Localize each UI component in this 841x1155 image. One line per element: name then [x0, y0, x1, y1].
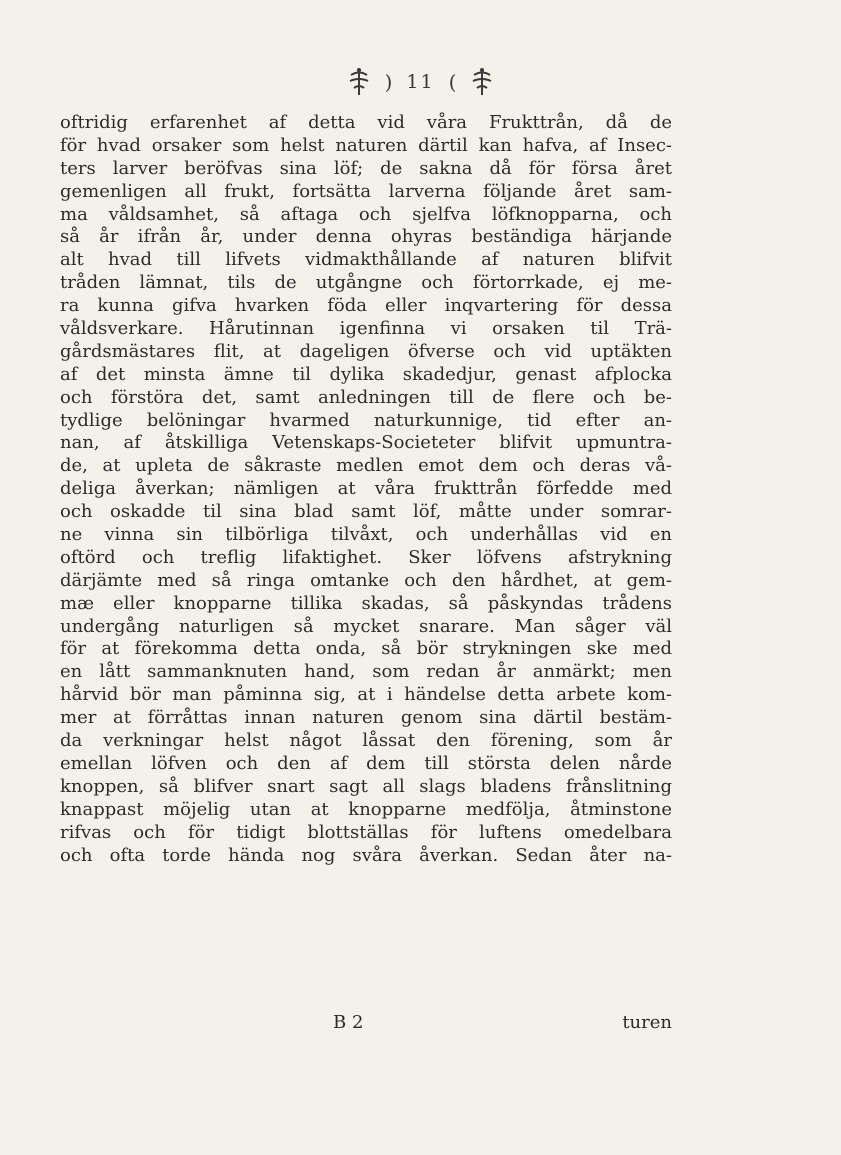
text-line: för hvad orsaker som helst naturen därtil kan hafva, af Insec- [60, 134, 672, 156]
text-line: en lått sammanknuten hand, som redan år anmärkt; men [60, 661, 672, 683]
page-footer [60, 1011, 672, 1035]
catchword: turen [622, 1012, 672, 1033]
header-left-mark: ) [384, 70, 393, 94]
text-line: rifvas och för tidigt blottställas för luftens omedelbara [60, 821, 672, 843]
text-line: undergång naturligen så mycket snarare. Man såger väl [60, 615, 672, 637]
text-line: af det minsta ämne til dylika skadedjur, genast afplocka [60, 363, 672, 385]
right-ornament-icon [470, 67, 494, 97]
text-line: nan, af åtskilliga Vetenskaps-Societeter blifvit upmuntra- [60, 432, 672, 454]
text-line: de, at upleta de såkraste medlen emot dem och deras vå- [60, 455, 672, 477]
left-ornament-icon [347, 67, 371, 97]
text-line: gårdsmästares flit, at dageligen öfverse och vid uptäkten [60, 340, 672, 362]
text-line: ters larver beröfvas sina löf; de sakna då för försa året [60, 157, 672, 179]
text-line: alt hvad till lifvets vidmakthållande af naturen blifvit [60, 249, 672, 271]
text-line: våldsverkare. Hårutinnan igenfinna vi orsaken til Trä- [60, 318, 672, 340]
text-line: och ofta torde hända nog svåra åverkan. Sedan åter na- [60, 844, 672, 866]
text-line: emellan löfven och den af dem till största delen nårde [60, 752, 672, 774]
text-line: tydlige belöningar hvarmed naturkunnige, tid efter an- [60, 409, 672, 431]
text-line: och oskadde til sina blad samt löf, måtte under somrar- [60, 501, 672, 523]
text-line: tråden lämnat, tils de utgångne och förtorrkade, ej me- [60, 272, 672, 294]
text-line: ne vinna sin tilbörliga tilvåxt, och underhållas vid en [60, 524, 672, 546]
text-line: da verkningar helst något låssat den förening, som år [60, 730, 672, 752]
text-line: knappast möjelig utan at knopparne medfölja, åtminstone [60, 798, 672, 820]
text-line: och förstöra det, samt anledningen till de flere och be- [60, 386, 672, 408]
text-line: oftörd och treflig lifaktighet. Sker löfvens afstrykning [60, 546, 672, 568]
text-line: därjämte med så ringa omtanke och den hårdhet, at gem- [60, 569, 672, 591]
text-line: ra kunna gifva hvarken föda eller inqvartering för dessa [60, 295, 672, 317]
text-line: knoppen, så blifver snart sagt all slags bladens frånslitning [60, 775, 672, 797]
text-line: ma våldsamhet, så aftaga och sjelfva löfknopparna, och [60, 203, 672, 225]
signature-mark: B 2 [333, 1012, 364, 1033]
text-line: så år ifrån år, under denna ohyras beständiga härjande [60, 226, 672, 248]
text-line: deliga åverkan; nämligen at våra frukttrån förfedde med [60, 478, 672, 500]
body-text [60, 112, 672, 867]
text-line: oftridig erfarenhet af detta vid våra Frukttrån, då de [60, 112, 672, 133]
text-line: för at förekomma detta onda, så bör strykningen ske med [60, 638, 672, 660]
page-header [0, 62, 841, 102]
text-line: mæ eller knopparne tillika skadas, så påskyndas trådens [60, 592, 672, 614]
text-line: gemenligen all frukt, fortsätta larverna följande året sam- [60, 180, 672, 202]
header-right-mark: ( [448, 70, 457, 94]
page-number: 11 [406, 71, 435, 93]
text-line: mer at förråttas innan naturen genom sina därtil bestäm- [60, 707, 672, 729]
text-line: hårvid bör man påminna sig, at i händelse detta arbete kom- [60, 684, 672, 706]
